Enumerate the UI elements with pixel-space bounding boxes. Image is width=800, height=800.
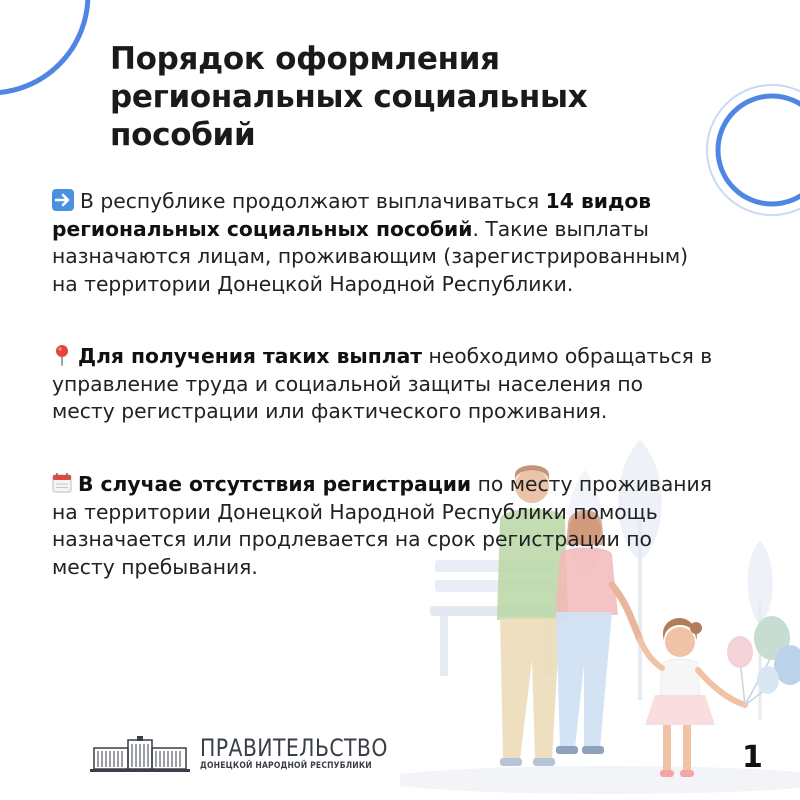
paragraph-where-to-apply	[52, 343, 764, 426]
paragraph-line: управление труда и социальной защиты населения по	[52, 371, 644, 396]
paragraph-line	[52, 343, 764, 371]
paragraph-line	[52, 216, 764, 244]
bold-segment: Для получения таких выплат	[78, 344, 423, 368]
government-building-icon	[90, 736, 190, 774]
paragraph-line: назначается или продлевается на срок регистрации по	[52, 527, 652, 551]
right-arrow-icon	[52, 189, 74, 211]
text-segment: необходимо обращаться в	[422, 344, 713, 368]
text-segment: . Такие выплаты	[472, 216, 649, 241]
bold-segment: В случае отсутствия регистрации	[78, 472, 472, 496]
title-line: региональных социальных	[110, 79, 588, 115]
title-line: Порядок оформления	[110, 41, 500, 77]
title-line: пособий	[110, 117, 256, 153]
paragraph-line: назначаются лицам, проживающим (зарегистрированным)	[52, 244, 689, 268]
logo-subtitle: ДОНЕЦКОЙ НАРОДНОЙ РЕСПУБЛИКИ	[200, 761, 372, 771]
paragraph-line	[52, 471, 764, 499]
paragraph-benefits-count	[52, 188, 764, 298]
paragraph-line: на территории Донецкой Народной Республики.	[52, 271, 574, 296]
pushpin-icon	[52, 344, 72, 366]
text-segment: по месту проживания	[471, 472, 712, 496]
bold-segment: 14 видов	[545, 189, 652, 213]
paragraph-no-registration	[52, 471, 764, 581]
calendar-icon	[52, 472, 72, 494]
paragraph-line: месту пребывания.	[52, 554, 258, 579]
text-segment: В республике продолжают выплачиваться	[80, 189, 546, 213]
paragraph-line: на территории Донецкой Народной Республики помощь	[52, 499, 658, 524]
paragraph-line	[52, 188, 764, 216]
page-title	[110, 40, 670, 154]
paragraph-line: месту регистрации или фактического проживания.	[52, 399, 608, 423]
government-logo	[90, 734, 420, 776]
logo-name: ПРАВИТЕЛЬСТВО	[200, 734, 388, 762]
page-number: 1	[742, 740, 763, 775]
bold-segment: региональных социальных пособий	[52, 216, 473, 241]
